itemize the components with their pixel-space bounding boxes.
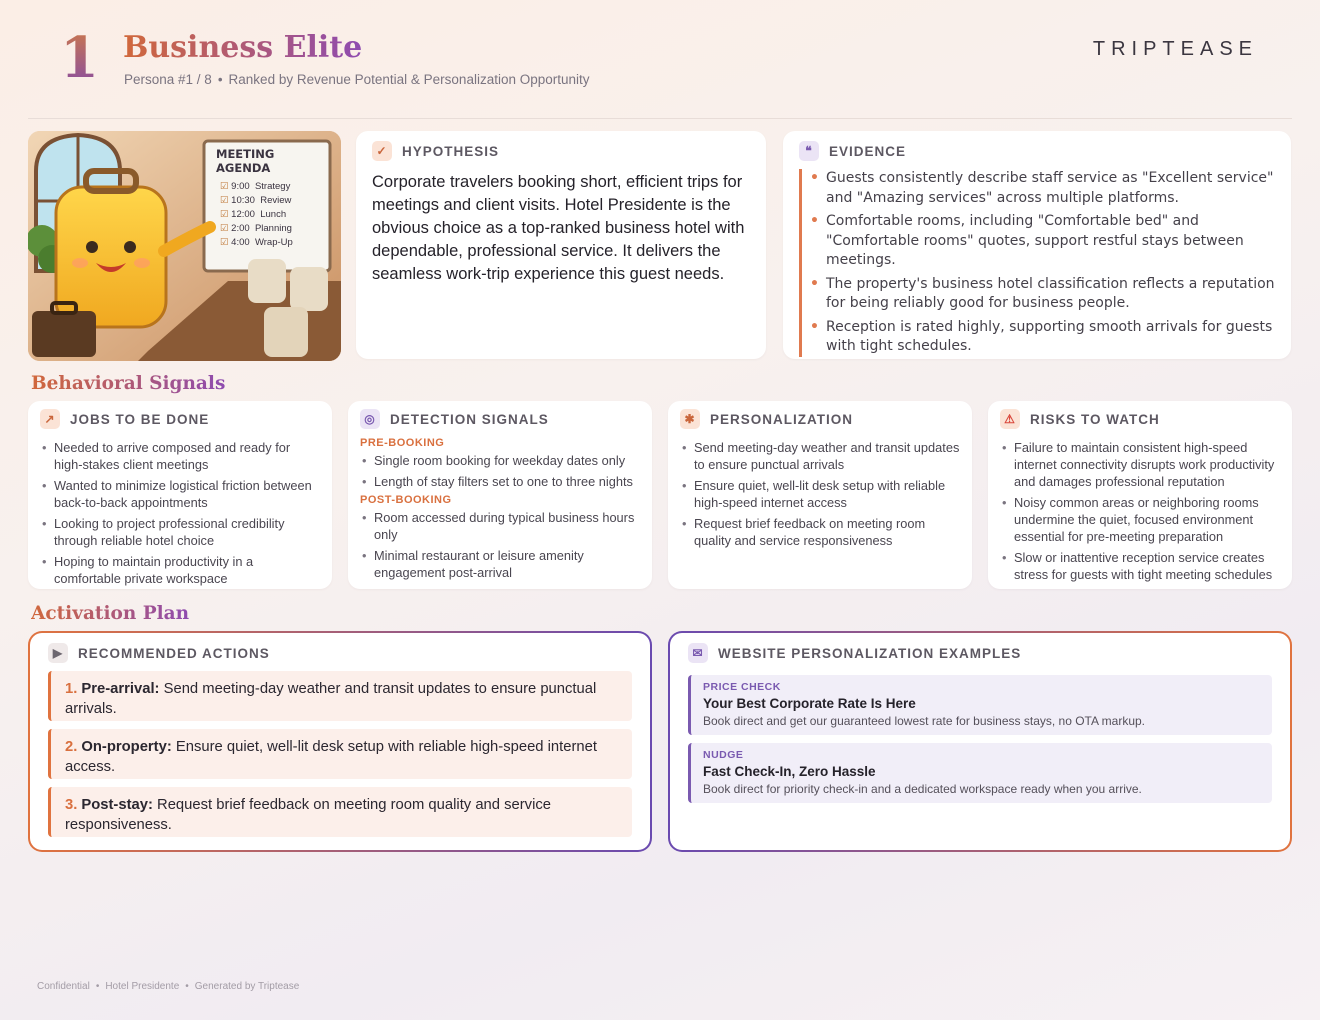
agenda-row: ☑ 10:30 Review xyxy=(220,195,292,206)
brand-logo: TRIPTEASE xyxy=(1092,38,1258,60)
example-tag: NUDGE xyxy=(703,749,744,761)
action-stage: Post-stay: xyxy=(81,797,153,813)
footer-hotel: Hotel Presidente xyxy=(105,981,180,992)
arrow-up-right-icon: ↗ xyxy=(40,409,60,429)
list-item: • Failure to maintain consistent high-speed internet connectivity disrupts work productivity and damages professional reputation xyxy=(1000,439,1280,490)
website-label: WEBSITE PERSONALIZATION EXAMPLES xyxy=(718,645,1022,661)
agenda-row: ☑ 2:00 Planning xyxy=(220,223,292,234)
action-text: Ensure quiet, well-lit desk setup with reliable high-speed internet access. xyxy=(65,739,597,775)
persona-title: Business Elite xyxy=(123,30,363,65)
risks-label: RISKS TO WATCH xyxy=(1030,411,1160,427)
sparkle-icon: ✱ xyxy=(680,409,700,429)
list-item: • Hoping to maintain productivity in a comfortable private workspace xyxy=(40,553,320,587)
personalization-list xyxy=(680,439,960,549)
action-item xyxy=(48,671,632,721)
persona-rank: 1 xyxy=(60,25,99,91)
check-icon: ✓ xyxy=(372,141,392,161)
evidence-header xyxy=(799,141,1275,161)
list-item: • Send meeting-day weather and transit updates to ensure punctual arrivals xyxy=(680,439,960,473)
action-number: 1. xyxy=(65,681,78,697)
action-item xyxy=(48,787,632,837)
list-item: • Length of stay filters set to one to three nights xyxy=(360,473,640,490)
action-stage: Pre-arrival: xyxy=(81,681,160,697)
example-body: Book direct and get our guaranteed lowest rate for business stays, no OTA markup. xyxy=(703,714,1146,728)
pre-booking-list xyxy=(360,452,640,490)
activation-plan-title: Activation Plan xyxy=(31,603,190,624)
meeting-agenda-board xyxy=(216,147,324,250)
quote-icon: ❝ xyxy=(799,141,819,161)
action-item xyxy=(48,729,632,779)
actions-label: RECOMMENDED ACTIONS xyxy=(78,645,270,661)
jobs-header xyxy=(40,409,320,429)
list-item: • Needed to arrive composed and ready for high-stakes client meetings xyxy=(40,439,320,473)
website-example xyxy=(688,675,1272,735)
action-number: 3. xyxy=(65,797,78,813)
target-icon: ◎ xyxy=(360,409,380,429)
post-booking-list xyxy=(360,509,640,581)
post-booking-label: POST-BOOKING xyxy=(360,494,452,506)
ranking-note: Ranked by Revenue Potential & Personalization Opportunity xyxy=(228,72,590,87)
list-item: • Room accessed during typical business hours only xyxy=(360,509,640,543)
agenda-row: ☑ 9:00 Strategy xyxy=(220,181,291,192)
personalization-label: PERSONALIZATION xyxy=(710,411,853,427)
list-item: • Looking to project professional credibility through reliable hotel choice xyxy=(40,515,320,549)
hypothesis-label: HYPOTHESIS xyxy=(402,143,500,159)
agenda-row: ☑ 12:00 Lunch xyxy=(220,209,287,220)
website-example xyxy=(688,743,1272,803)
list-item: • Noisy common areas or neighboring rooms undermine the quiet, focused environment essential for pre-meeting preparation xyxy=(1000,494,1280,545)
footer-confidential: Confidential xyxy=(37,981,90,992)
persona-subtitle: Persona #1 / 8 • Ranked by Revenue Potential & Personalization Opportunity xyxy=(124,72,590,87)
example-headline: Fast Check-In, Zero Hassle xyxy=(703,764,876,779)
list-item: • Minimal restaurant or leisure amenity engagement post-arrival xyxy=(360,547,640,581)
header-divider xyxy=(28,118,1292,119)
list-item: • Slow or inattentive reception service creates stress for guests with tight meeting schedules xyxy=(1000,549,1280,583)
list-item: • Wanted to minimize logistical friction between back-to-back appointments xyxy=(40,477,320,511)
behavioral-signals-title: Behavioral Signals xyxy=(31,373,226,394)
page-footer: Confidential • Hotel Presidente • Generated by Triptease xyxy=(37,981,300,992)
personalization-header xyxy=(680,409,960,429)
agenda-row: ☑ 4:00 Wrap-Up xyxy=(220,237,293,248)
warning-icon: ⚠ xyxy=(1000,409,1020,429)
jobs-to-be-done-card xyxy=(28,401,332,589)
evidence-item: • Guests consistently describe staff service as "Excellent service" and "Amazing services" across multiple platforms. xyxy=(816,169,1275,208)
envelope-icon: ✉ xyxy=(688,643,708,663)
personalization-card xyxy=(668,401,972,589)
website-header xyxy=(688,643,1272,663)
action-number: 2. xyxy=(65,739,78,755)
footer-generated: Generated by Triptease xyxy=(194,981,300,992)
example-headline: Your Best Corporate Rate Is Here xyxy=(703,696,916,711)
jobs-label: JOBS TO BE DONE xyxy=(70,411,210,427)
list-item: • Ensure quiet, well-lit desk setup with reliable high-speed internet access xyxy=(680,477,960,511)
hypothesis-header xyxy=(372,141,750,161)
list-item: • Single room booking for weekday dates only xyxy=(360,452,640,469)
evidence-card xyxy=(783,131,1291,359)
list-item: • Request brief feedback on meeting room quality and service responsiveness xyxy=(680,515,960,549)
action-stage: On-property: xyxy=(81,739,172,755)
action-text: Request brief feedback on meeting room quality and service responsiveness. xyxy=(65,797,551,833)
risks-header xyxy=(1000,409,1280,429)
persona-illustration xyxy=(28,131,341,361)
persona-label: Persona #1 / 8 xyxy=(124,72,212,87)
jobs-list xyxy=(40,439,320,587)
detection-label: DETECTION SIGNALS xyxy=(390,411,549,427)
agenda-title: MEETING AGENDA xyxy=(216,147,275,175)
evidence-list xyxy=(799,169,1275,357)
action-text: Send meeting-day weather and transit updates to ensure punctual arrivals. xyxy=(65,681,597,717)
example-tag: PRICE CHECK xyxy=(703,681,781,693)
detection-signals-card xyxy=(348,401,652,589)
risks-list xyxy=(1000,439,1280,583)
hypothesis-text: Corporate travelers booking short, efficient trips for meetings and client visits. Hotel Presidente is the obvious choice as a top-ranked business hotel with dependable, professional service. It delivers the seamless work-trip experience this guest needs. xyxy=(372,173,745,283)
recommended-actions-panel xyxy=(28,631,652,852)
example-body: Book direct for priority check-in and a dedicated workspace ready when you arrive. xyxy=(703,782,1142,796)
play-icon: ▶ xyxy=(48,643,68,663)
pre-booking-label: PRE-BOOKING xyxy=(360,437,445,449)
hypothesis-card xyxy=(356,131,766,359)
detection-header xyxy=(360,409,640,429)
website-personalization-panel xyxy=(668,631,1292,852)
evidence-item: • The property's business hotel classification reflects a reputation for being reliably good for business people. xyxy=(816,275,1275,314)
risks-card xyxy=(988,401,1292,589)
evidence-item: • Reception is rated highly, supporting smooth arrivals for guests with tight schedules. xyxy=(816,318,1275,357)
actions-header xyxy=(48,643,632,663)
evidence-label: EVIDENCE xyxy=(829,143,907,159)
evidence-item: • Comfortable rooms, including "Comfortable bed" and "Comfortable rooms" quotes, support restful stays between meetings. xyxy=(816,212,1275,271)
